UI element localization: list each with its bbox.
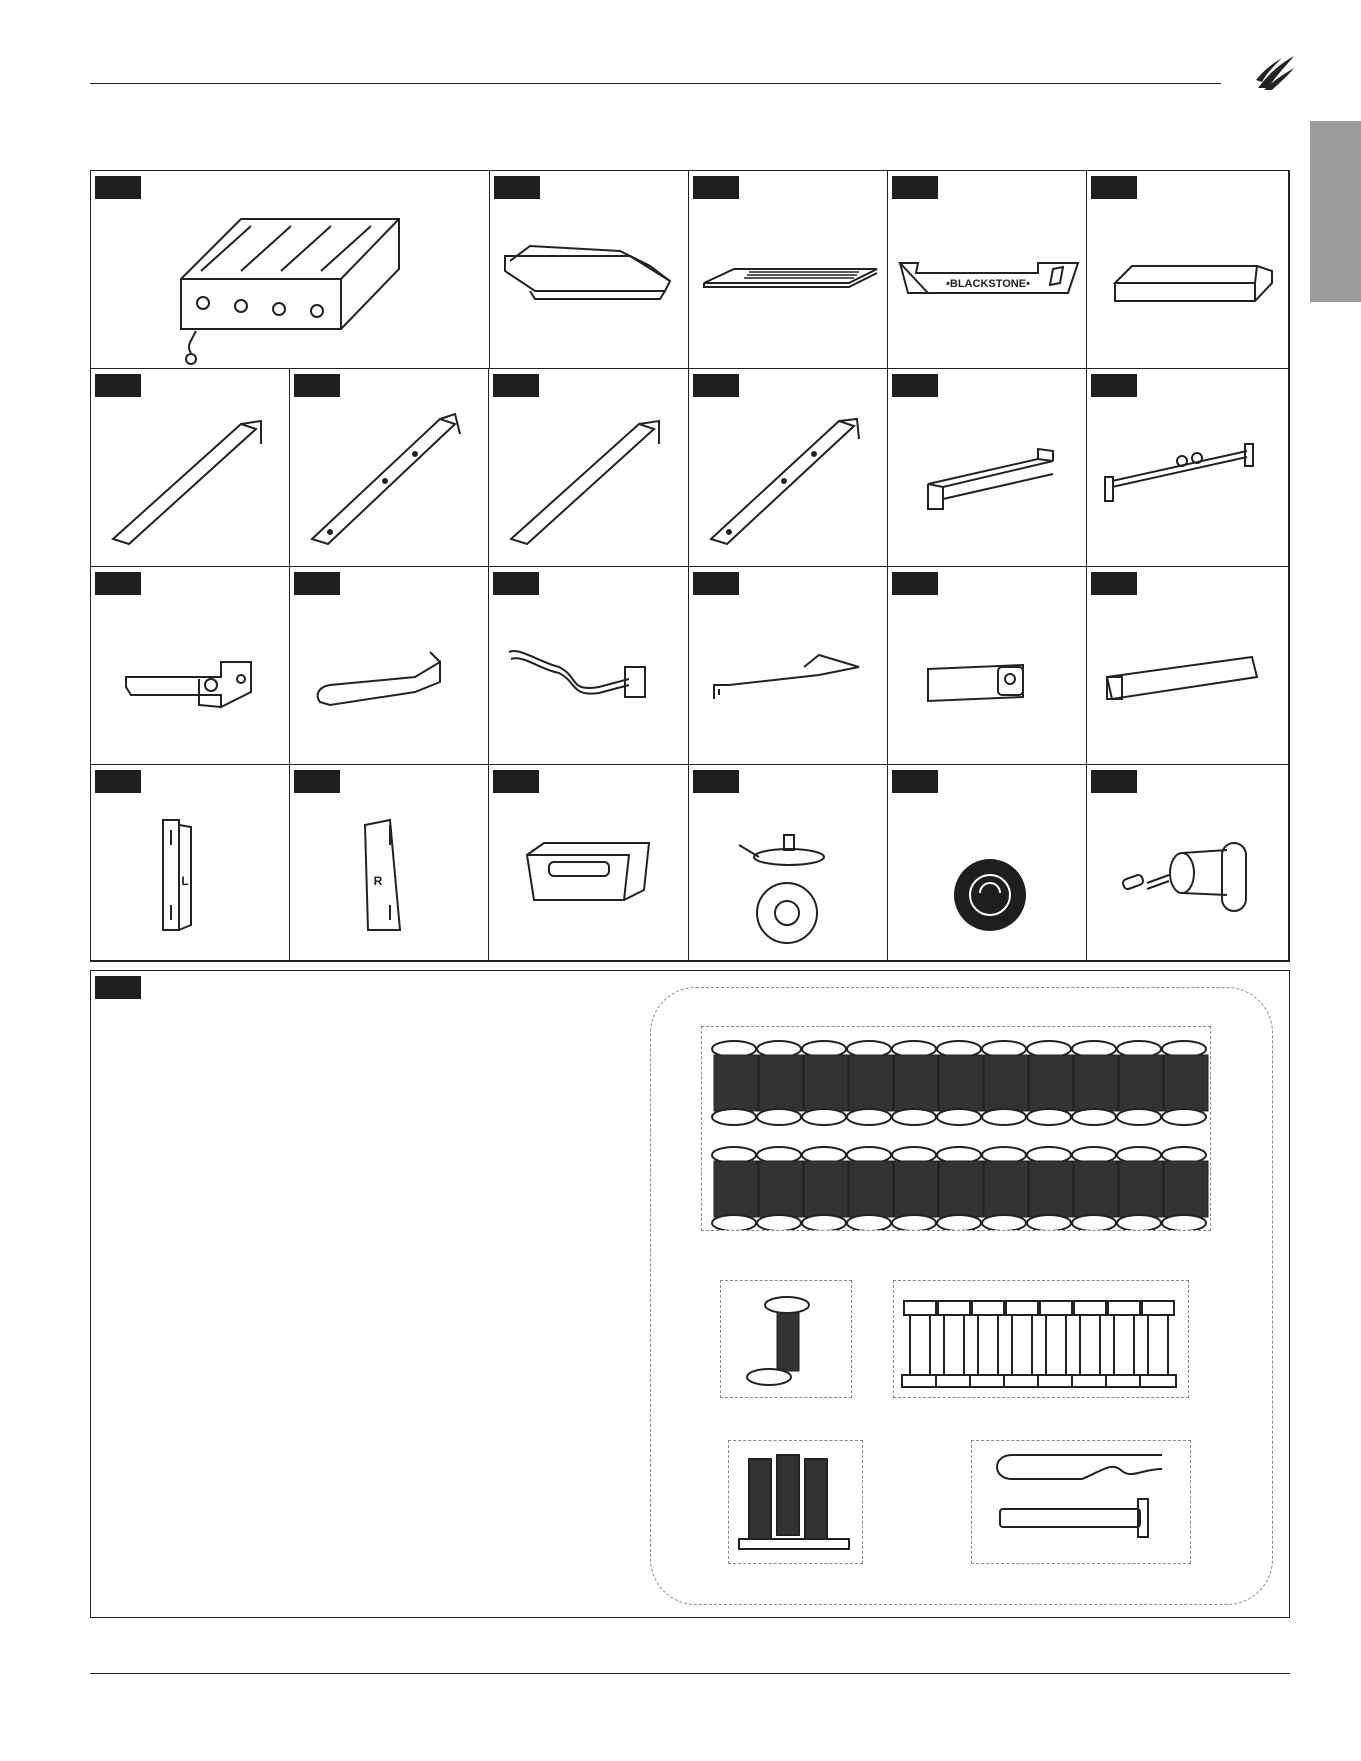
header-rule (90, 83, 1221, 84)
part-cell-main-frame (91, 171, 490, 369)
part-cell-leg-3 (489, 369, 689, 567)
nut (1038, 1301, 1074, 1387)
part-cell-grease-tray (689, 171, 888, 369)
hardware-group-pins (971, 1440, 1191, 1564)
bolt (1117, 1147, 1163, 1231)
bolt (892, 1041, 938, 1125)
blackstone-flame-icon (1254, 54, 1296, 92)
wire-rack-icon (689, 567, 888, 765)
bolt (757, 1041, 803, 1125)
bracket-letter: R (373, 874, 383, 888)
firebox-frame-icon (91, 171, 490, 369)
part-cell-crossbar (888, 369, 1087, 567)
hardware-tag (95, 976, 141, 999)
bolt (937, 1147, 983, 1231)
nut (902, 1301, 938, 1387)
single-bolt-icon (721, 1281, 852, 1398)
bent-bracket-icon (489, 567, 689, 765)
bolt (802, 1041, 848, 1125)
part-cell-bracket-left (91, 765, 290, 961)
hardware-bag (650, 987, 1273, 1605)
language-side-tab (1310, 121, 1361, 302)
part-cell-bracket-right (290, 765, 489, 961)
footer-rule (90, 1673, 1290, 1674)
hardware-group-bolt-single (720, 1280, 852, 1398)
bolt (802, 1147, 848, 1231)
part-cell-front-shelf (888, 171, 1087, 369)
bolt (712, 1041, 758, 1125)
part-cell-handle-end (888, 567, 1087, 765)
nut (1140, 1301, 1176, 1387)
part-cell-support-bar (1087, 369, 1289, 567)
blackstone-logo-text: •BLACKSTONE• (946, 278, 1030, 290)
bolt (937, 1041, 983, 1125)
nuts-icon (894, 1281, 1189, 1398)
crossbar-icon (888, 369, 1087, 567)
hook-bracket-icon (91, 567, 290, 765)
part-cell-tank-holder (1087, 765, 1289, 961)
bolt (712, 1147, 758, 1231)
part-cell-cup-holder (489, 765, 689, 961)
control-knob-icon (888, 765, 1087, 961)
bracket-letter: L (181, 874, 189, 888)
part-cell-wire-rack (689, 567, 888, 765)
nut (1072, 1301, 1108, 1387)
part-cell-knob (888, 765, 1087, 961)
bolt (1162, 1147, 1208, 1231)
nut (1004, 1301, 1040, 1387)
handle-bracket-icon (290, 567, 489, 765)
part-cell-hood (490, 171, 689, 369)
bolt (847, 1147, 893, 1231)
parts-grid (90, 170, 1290, 962)
leg-icon (689, 369, 888, 567)
bolt (1027, 1041, 1073, 1125)
hardware-group-bolts-short (728, 1440, 863, 1564)
leg-icon (290, 369, 489, 567)
bolt (982, 1041, 1028, 1125)
long-bolts-icon (702, 1027, 1211, 1231)
caster-wheel-icon (689, 765, 888, 961)
part-cell-hook-bracket (91, 567, 290, 765)
bracket-right-icon (290, 765, 489, 961)
tank-holder-icon (1087, 765, 1289, 961)
bolt (1162, 1041, 1208, 1125)
support-bar-icon (1087, 369, 1289, 567)
handle-end-icon (888, 567, 1087, 765)
part-cell-caster (689, 765, 888, 961)
part-cell-leg-1 (91, 369, 290, 567)
side-shelf-icon (1087, 171, 1289, 369)
griddle-hood-icon (490, 171, 689, 369)
hardware-group-bolts-long (701, 1026, 1211, 1231)
bolt (892, 1147, 938, 1231)
bolt (757, 1147, 803, 1231)
cup-holder-icon (489, 765, 689, 961)
leg-icon (91, 369, 290, 567)
hitch-pins-icon (972, 1441, 1191, 1564)
nut (1106, 1301, 1142, 1387)
hardware-group-nuts (893, 1280, 1189, 1398)
leg-icon (489, 369, 689, 567)
hardware-panel (90, 970, 1290, 1618)
part-cell-side-shelf (1087, 171, 1289, 369)
part-cell-bent-bracket (489, 567, 689, 765)
bracket-left-icon (91, 765, 290, 961)
nut (936, 1301, 972, 1387)
bolt (1072, 1041, 1118, 1125)
part-cell-handle-bracket (290, 567, 489, 765)
part-cell-leg-4 (689, 369, 888, 567)
nut (970, 1301, 1006, 1387)
bolt (1117, 1041, 1163, 1125)
bolt (982, 1147, 1028, 1231)
part-cell-leg-2 (290, 369, 489, 567)
bolt (1027, 1147, 1073, 1231)
short-bolts-icon (729, 1441, 863, 1564)
bolt (847, 1041, 893, 1125)
front-shelf-bar-icon (888, 171, 1087, 369)
bolt (1072, 1147, 1118, 1231)
part-cell-handle-tube (1087, 567, 1289, 765)
handle-tube-icon (1087, 567, 1289, 765)
grease-tray-icon (689, 171, 888, 369)
